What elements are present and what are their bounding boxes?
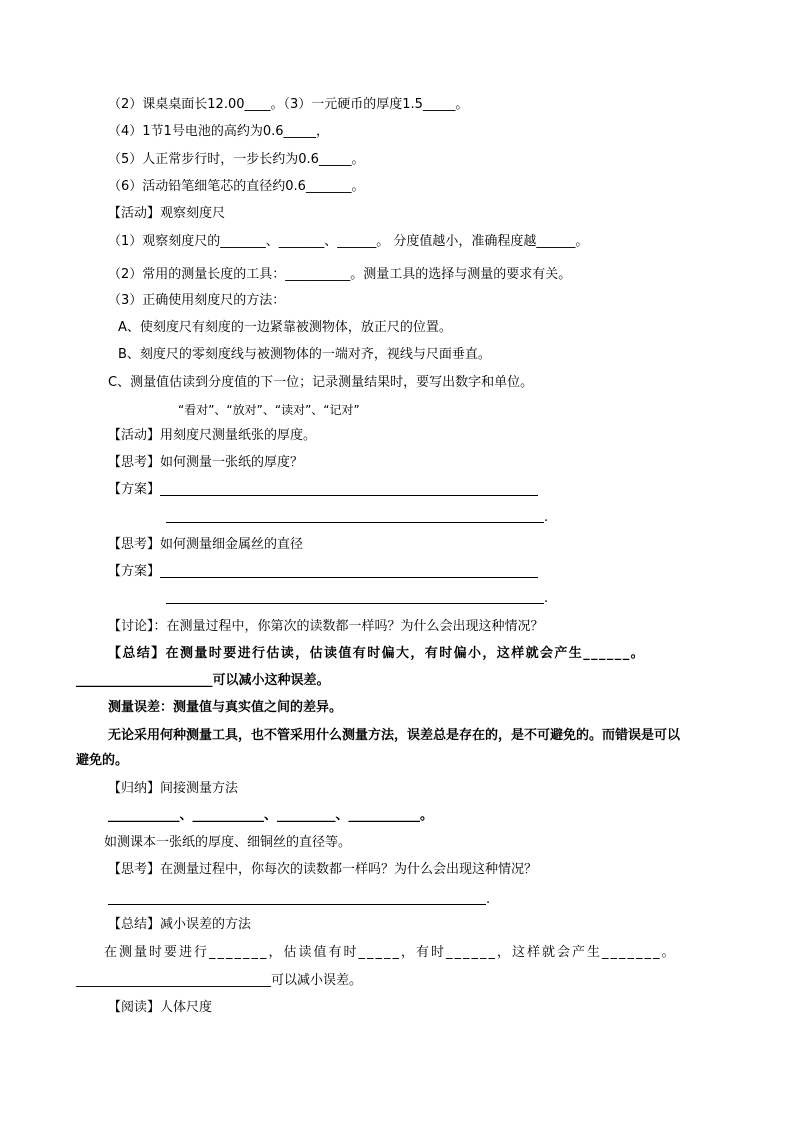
plan-label-2: 【方案】 (108, 564, 161, 579)
method-a: A、使刻度尺有刻度的一边紧靠被测物体，放正尺的位置。 (118, 320, 452, 335)
measurement-line-3: （5）人正常步行时，一步长约为0.6_____。 (108, 152, 365, 167)
think-paper-thickness: 【思考】如何测量一张纸的厚度？ (108, 455, 304, 470)
plan-answer-line-2 (166, 522, 544, 523)
reading-heading: 【阅读】人体尺度 (108, 1000, 213, 1015)
think-readings: 【思考】在测量过程中，你每次的读数都一样吗？为什么会出现这种情况？ (108, 862, 538, 877)
summary-line-1: 【总结】在测量时要进行估读，估读值有时偏大，有时偏小，这样就会产生______。 (108, 646, 646, 661)
activity-paper-thickness: 【活动】用刻度尺测量纸张的厚度。 (108, 428, 317, 443)
plan-label-1: 【方案】 (108, 482, 161, 497)
plan-answer-line-4 (166, 603, 544, 604)
plan-answer-line-1 (160, 495, 538, 496)
think-answer-period: . (486, 892, 491, 907)
induction-heading: 【归纳】间接测量方法 (108, 781, 239, 796)
reduce-error-line-2: ______________________________可以减小误差。 (76, 973, 363, 988)
four-rights-line: “看对”、“放对”、“读对”、“记对” (178, 403, 360, 417)
think-wire-diameter: 【思考】如何测量细金属丝的直径 (108, 537, 304, 552)
think-answer-line (108, 904, 486, 905)
error-explanation-2: 避免的。 (76, 753, 129, 768)
summary-line-2: _____________________可以减小这种误差。 (76, 673, 330, 688)
method-b: B、刻度尺的零刻度线与被测物体的一端对齐，视线与尺面垂直。 (118, 347, 491, 362)
discussion-line: 【讨论】：在测量过程中，你第次的读数都一样吗？为什么会出现这种情况？ (108, 619, 544, 634)
measurement-line-1: （2）课桌桌面长12.00____。（3）一元硬币的厚度1.5_____。 (108, 97, 469, 112)
activity-heading-ruler: 【活动】观察刻度尺 (108, 206, 226, 221)
reduce-error-line-1: 在测量时要进行_______，估读值有时_____，有时______，这样就会产生_______。 (104, 945, 677, 960)
plan-period-1: . (544, 510, 549, 525)
method-heading: （3）正确使用刻度尺的方法： (108, 293, 286, 308)
measurement-line-2: （4）1节1号电池的高约为0.6_____， (108, 124, 329, 139)
plan-answer-line-3 (160, 577, 538, 578)
plan-period-2: . (544, 591, 549, 606)
ruler-observe-line: （1）观察刻度尺的_______、_______、______。 分度值越小，准确程度越______。 (108, 234, 589, 249)
tools-line: （2）常用的测量长度的工具：__________。测量工具的选择与测量的要求有关。 (108, 267, 572, 282)
measurement-line-4: （6）活动铅笔细笔芯的直径约0.6_______。 (108, 179, 365, 194)
method-c: C、测量值估读到分度值的下一位；记录测量结果时，要写出数字和单位。 (108, 375, 534, 390)
induction-example: 如测课本一张纸的厚度、细铜丝的直径等。 (104, 835, 352, 850)
error-definition: 测量误差：测量值与真实值之间的差异。 (108, 700, 343, 715)
error-explanation-1: 无论采用何种测量工具，也不管采用什么测量方法，误差总是存在的，是不可避免的。而错误是可以 (108, 728, 681, 743)
reduce-error-heading: 【总结】减小误差的方法 (108, 917, 252, 932)
induction-blanks: ___________、___________、_________、___________。 (108, 808, 433, 823)
